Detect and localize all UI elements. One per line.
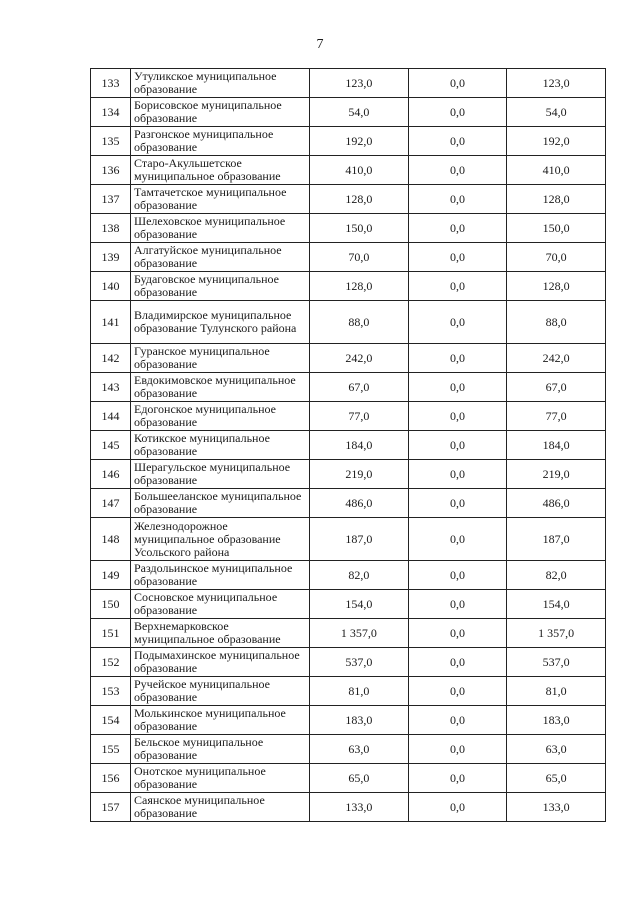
table-row (91, 69, 606, 98)
row-number: 138 (91, 214, 131, 243)
table-row (91, 373, 606, 402)
value-col-1: 54,0 (310, 98, 409, 127)
table-row (91, 301, 606, 344)
row-number: 155 (91, 735, 131, 764)
value-col-2: 0,0 (408, 243, 507, 272)
row-number: 150 (91, 590, 131, 619)
municipality-name: Тамтачетское муниципальное образование (131, 185, 310, 214)
value-col-3: 486,0 (507, 489, 606, 518)
value-col-3: 65,0 (507, 764, 606, 793)
value-col-3: 192,0 (507, 127, 606, 156)
row-number: 149 (91, 561, 131, 590)
value-col-2: 0,0 (408, 214, 507, 243)
value-col-3: 81,0 (507, 677, 606, 706)
table-row (91, 677, 606, 706)
value-col-3: 88,0 (507, 301, 606, 344)
value-col-3: 410,0 (507, 156, 606, 185)
row-number: 142 (91, 344, 131, 373)
value-col-2: 0,0 (408, 590, 507, 619)
value-col-1: 65,0 (310, 764, 409, 793)
value-col-3: 187,0 (507, 518, 606, 561)
value-col-1: 242,0 (310, 344, 409, 373)
row-number: 152 (91, 648, 131, 677)
value-col-1: 70,0 (310, 243, 409, 272)
value-col-2: 0,0 (408, 793, 507, 822)
value-col-2: 0,0 (408, 489, 507, 518)
municipality-name: Ручейское муниципальное образование (131, 677, 310, 706)
value-col-1: 410,0 (310, 156, 409, 185)
value-col-2: 0,0 (408, 677, 507, 706)
value-col-3: 183,0 (507, 706, 606, 735)
row-number: 144 (91, 402, 131, 431)
table-row (91, 243, 606, 272)
row-number: 151 (91, 619, 131, 648)
value-col-3: 63,0 (507, 735, 606, 764)
row-number: 139 (91, 243, 131, 272)
row-number: 154 (91, 706, 131, 735)
table-row (91, 460, 606, 489)
value-col-2: 0,0 (408, 272, 507, 301)
municipality-name: Бельское муниципальное образование (131, 735, 310, 764)
municipality-name: Будаговское муниципальное образование (131, 272, 310, 301)
value-col-2: 0,0 (408, 648, 507, 677)
value-col-1: 183,0 (310, 706, 409, 735)
table-row (91, 619, 606, 648)
table-row (91, 98, 606, 127)
value-col-1: 187,0 (310, 518, 409, 561)
row-number: 134 (91, 98, 131, 127)
value-col-1: 63,0 (310, 735, 409, 764)
value-col-3: 133,0 (507, 793, 606, 822)
row-number: 135 (91, 127, 131, 156)
value-col-2: 0,0 (408, 619, 507, 648)
municipality-name: Железнодорожное муниципальное образование Усольского района (131, 518, 310, 561)
value-col-2: 0,0 (408, 764, 507, 793)
value-col-2: 0,0 (408, 431, 507, 460)
municipality-name: Владимирское муниципальное образование Тулунского района (131, 301, 310, 344)
row-number: 140 (91, 272, 131, 301)
value-col-3: 219,0 (507, 460, 606, 489)
municipality-name: Котикское муниципальное образование (131, 431, 310, 460)
municipality-name: Шерагульское муниципальное образование (131, 460, 310, 489)
value-col-2: 0,0 (408, 69, 507, 98)
table-row (91, 706, 606, 735)
value-col-3: 154,0 (507, 590, 606, 619)
value-col-1: 150,0 (310, 214, 409, 243)
table-row (91, 127, 606, 156)
municipality-name: Разгонское муниципальное образование (131, 127, 310, 156)
municipality-name: Подымахинское муниципальное образование (131, 648, 310, 677)
row-number: 133 (91, 69, 131, 98)
value-col-2: 0,0 (408, 518, 507, 561)
value-col-3: 150,0 (507, 214, 606, 243)
value-col-2: 0,0 (408, 735, 507, 764)
municipality-name: Шелеховское муниципальное образование (131, 214, 310, 243)
value-col-1: 123,0 (310, 69, 409, 98)
table-row (91, 518, 606, 561)
value-col-1: 128,0 (310, 185, 409, 214)
value-col-1: 128,0 (310, 272, 409, 301)
budget-table (90, 68, 606, 822)
page-number: 7 (316, 37, 324, 52)
value-col-2: 0,0 (408, 706, 507, 735)
municipality-name: Раздольинское муниципальное образование (131, 561, 310, 590)
value-col-1: 67,0 (310, 373, 409, 402)
row-number: 146 (91, 460, 131, 489)
row-number: 137 (91, 185, 131, 214)
value-col-1: 184,0 (310, 431, 409, 460)
municipality-name: Саянское муниципальное образование (131, 793, 310, 822)
row-number: 141 (91, 301, 131, 344)
value-col-2: 0,0 (408, 127, 507, 156)
table-row (91, 156, 606, 185)
municipality-name: Старо-Акульшетское муниципальное образование (131, 156, 310, 185)
table-row (91, 735, 606, 764)
value-col-3: 242,0 (507, 344, 606, 373)
table-row (91, 402, 606, 431)
municipality-name: Онотское муниципальное образование (131, 764, 310, 793)
row-number: 157 (91, 793, 131, 822)
row-number: 147 (91, 489, 131, 518)
value-col-2: 0,0 (408, 156, 507, 185)
table-row (91, 489, 606, 518)
value-col-2: 0,0 (408, 301, 507, 344)
value-col-2: 0,0 (408, 344, 507, 373)
value-col-2: 0,0 (408, 402, 507, 431)
value-col-1: 1 357,0 (310, 619, 409, 648)
value-col-1: 82,0 (310, 561, 409, 590)
value-col-2: 0,0 (408, 460, 507, 489)
table-row (91, 590, 606, 619)
table-row (91, 793, 606, 822)
table-row (91, 764, 606, 793)
value-col-3: 70,0 (507, 243, 606, 272)
table-row (91, 431, 606, 460)
value-col-2: 0,0 (408, 561, 507, 590)
municipality-name: Сосновское муниципальное образование (131, 590, 310, 619)
value-col-2: 0,0 (408, 373, 507, 402)
value-col-1: 81,0 (310, 677, 409, 706)
value-col-3: 537,0 (507, 648, 606, 677)
value-col-1: 88,0 (310, 301, 409, 344)
municipality-name: Верхнемарковское муниципальное образование (131, 619, 310, 648)
value-col-3: 128,0 (507, 185, 606, 214)
municipality-name: Гуранское муниципальное образование (131, 344, 310, 373)
value-col-1: 192,0 (310, 127, 409, 156)
municipality-name: Борисовское муниципальное образование (131, 98, 310, 127)
table-row (91, 561, 606, 590)
value-col-3: 54,0 (507, 98, 606, 127)
municipality-name: Алгатуйское муниципальное образование (131, 243, 310, 272)
row-number: 153 (91, 677, 131, 706)
value-col-2: 0,0 (408, 185, 507, 214)
value-col-3: 82,0 (507, 561, 606, 590)
table-row (91, 214, 606, 243)
row-number: 148 (91, 518, 131, 561)
table-row (91, 185, 606, 214)
value-col-3: 67,0 (507, 373, 606, 402)
value-col-3: 77,0 (507, 402, 606, 431)
municipality-name: Молькинское муниципальное образование (131, 706, 310, 735)
value-col-3: 123,0 (507, 69, 606, 98)
row-number: 143 (91, 373, 131, 402)
table-row (91, 344, 606, 373)
municipality-name: Едогонское муниципальное образование (131, 402, 310, 431)
table-row (91, 272, 606, 301)
municipality-name: Большееланское муниципальное образование (131, 489, 310, 518)
row-number: 136 (91, 156, 131, 185)
table-row (91, 648, 606, 677)
value-col-3: 128,0 (507, 272, 606, 301)
value-col-2: 0,0 (408, 98, 507, 127)
row-number: 145 (91, 431, 131, 460)
municipality-name: Евдокимовское муниципальное образование (131, 373, 310, 402)
value-col-1: 154,0 (310, 590, 409, 619)
value-col-1: 219,0 (310, 460, 409, 489)
row-number: 156 (91, 764, 131, 793)
value-col-3: 184,0 (507, 431, 606, 460)
value-col-1: 133,0 (310, 793, 409, 822)
value-col-3: 1 357,0 (507, 619, 606, 648)
value-col-1: 77,0 (310, 402, 409, 431)
municipality-name: Утуликское муниципальное образование (131, 69, 310, 98)
value-col-1: 486,0 (310, 489, 409, 518)
value-col-1: 537,0 (310, 648, 409, 677)
